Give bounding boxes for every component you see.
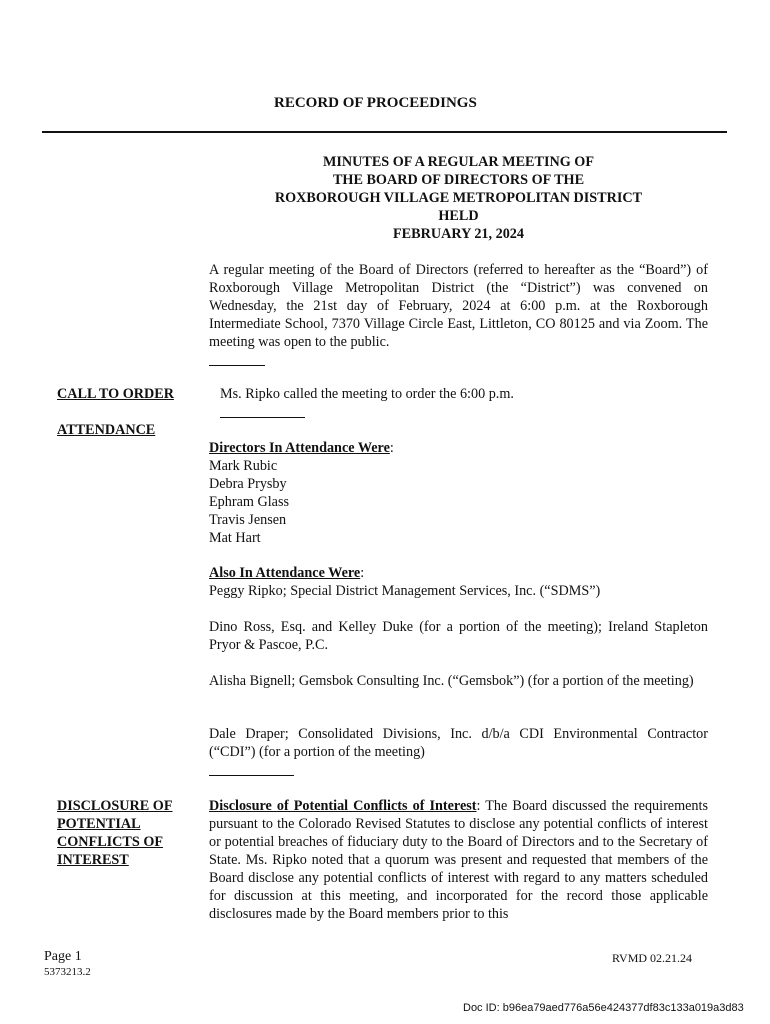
also-label: Also In Attendance Were: [209, 565, 361, 581]
page-header-title: RECORD OF PROCEEDINGS: [274, 95, 477, 111]
minutes-heading-line-4: HELD: [438, 208, 479, 224]
disclosure-heading-line: INTEREST: [57, 852, 129, 868]
label-colon: :: [476, 798, 486, 814]
directors-label: Directors In Attendance Were: [209, 440, 390, 456]
intro-paragraph: A regular meeting of the Board of Directors (referred to hereafter as the “Board”) of Roxborough Village Metropolitan District (the “District”) was convened on Wednesday, the 21st day of February, 2024 at 6:00 p.m. at the Roxborough Intermediate School, 7370 Village Circle East, Littleton, CO 80125 and via Zoom. The meeting was open to the public.: [209, 262, 708, 350]
director-name: Travis Jensen: [209, 512, 287, 528]
call-to-order-text: Ms. Ripko called the meeting to order the 6:00 p.m.: [220, 386, 514, 402]
page-number: Page 1: [44, 949, 82, 964]
minutes-heading-line-1: MINUTES OF A REGULAR MEETING OF: [322, 154, 595, 170]
minutes-heading: [209, 153, 708, 243]
director-name: Mat Hart: [209, 530, 261, 546]
also-attendee: Peggy Ripko; Special District Management Services, Inc. (“SDMS”): [209, 583, 601, 599]
disclosure-text: The Board discussed the requirements pursuant to the Colorado Revised Statutes to disclose any potential conflicts of interest or potential breaches of fiduciary duty to the Board of Directors and to the Secretary of State. Ms. Ripko noted that a quorum was present and requested that members of the Board disclose any potential conflicts of interest with regard to any matters scheduled for discussion at this meeting, and incorporated for the record those applicable disclosures made by the Board members prior to this: [209, 798, 708, 922]
also-label-line: [209, 564, 364, 582]
separator-rule: [220, 417, 305, 418]
disclosure-label: Disclosure of Potential Conflicts of Interest: [209, 798, 477, 814]
directors-label-line: [209, 439, 394, 457]
header-divider: [42, 131, 727, 133]
document-number: 5373213.2: [44, 966, 91, 978]
disclosure-paragraph: [209, 797, 708, 923]
meeting-code: RVMD 02.21.24: [612, 951, 693, 965]
minutes-heading-line-3: ROXBOROUGH VILLAGE METROPOLITAN DISTRICT: [274, 190, 643, 206]
minutes-heading-line-2: THE BOARD OF DIRECTORS OF THE: [332, 172, 585, 188]
disclosure-heading-line: DISCLOSURE OF: [57, 798, 173, 814]
director-name: Mark Rubic: [209, 458, 278, 474]
also-attendee: Dino Ross, Esq. and Kelley Duke (for a portion of the meeting); Ireland Stapleton Pryor & Pascoe, P.C.: [209, 619, 708, 653]
also-attendee: Dale Draper; Consolidated Divisions, Inc. d/b/a CDI Environmental Contractor (“CDI”) (for a portion of the meeting): [209, 726, 708, 760]
separator-rule: [209, 365, 265, 366]
also-attendee: Alisha Bignell; Gemsbok Consulting Inc. (“Gemsbok”) (for a portion of the meeting): [209, 673, 694, 689]
directors-list: [209, 457, 289, 547]
call-to-order-heading: CALL TO ORDER: [57, 386, 174, 402]
director-name: Ephram Glass: [209, 494, 289, 510]
disclosure-heading-line: CONFLICTS OF: [57, 834, 164, 850]
label-colon: :: [389, 440, 394, 456]
separator-rule: [209, 775, 294, 776]
doc-id-footer: Doc ID: b96ea79aed776a56e424377df83c133a019a3d83: [463, 1002, 744, 1014]
disclosure-heading-line: POTENTIAL: [57, 816, 141, 832]
disclosure-heading: [57, 797, 173, 869]
director-name: Debra Prysby: [209, 476, 287, 492]
minutes-heading-line-5: FEBRUARY 21, 2024: [393, 226, 524, 242]
label-colon: :: [360, 565, 365, 581]
attendance-heading: ATTENDANCE: [57, 422, 156, 438]
